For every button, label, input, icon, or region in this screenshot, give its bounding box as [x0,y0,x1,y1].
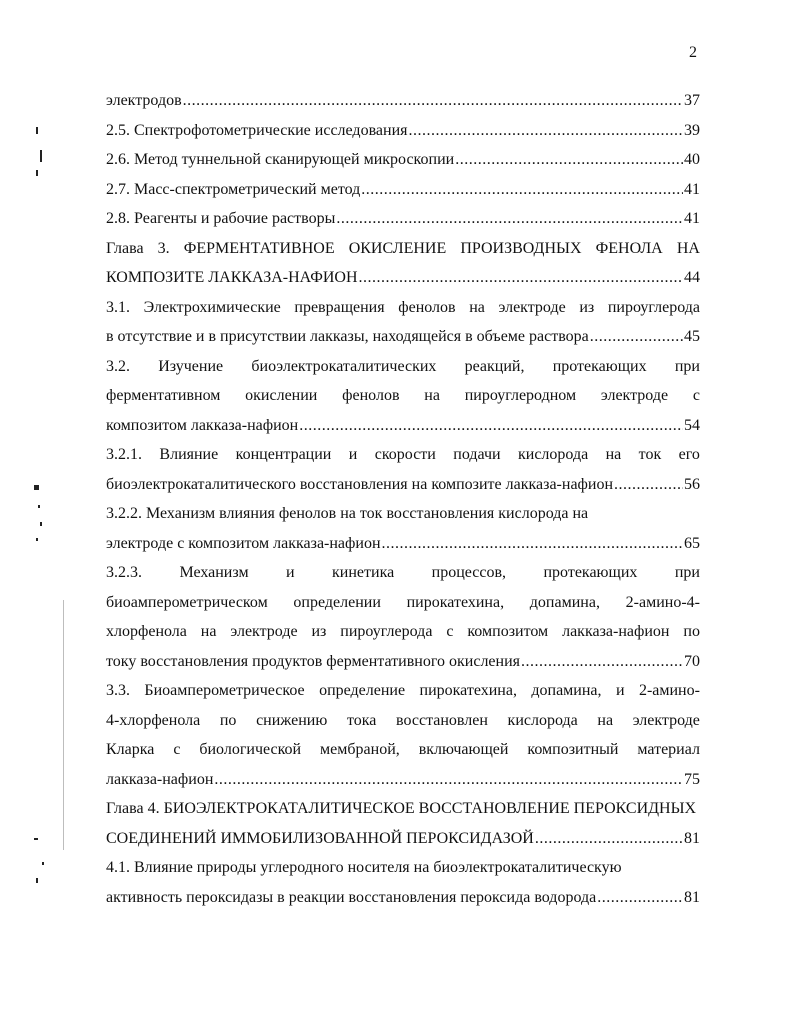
word: кислорода [517,446,589,463]
toc-line [106,735,700,765]
word: превращения [294,298,385,316]
dot-leader [614,470,683,500]
page-number: 2 [689,44,697,61]
word: лакказа-нафион [562,623,670,640]
toc-entry-title: 2.7. Масс-спектрометрический метод [106,180,361,198]
word: и [615,682,625,699]
dot-leader [183,86,683,116]
toc-line [106,529,700,559]
toc-page-number: 81 [684,888,700,906]
toc-line [106,470,700,500]
word: Электрохимические [143,298,281,316]
word: скорости [374,446,436,463]
toc-page-number: 37 [684,92,700,109]
word: электроде [498,298,566,316]
word: при [674,357,700,375]
word: восстановлен [396,711,488,729]
word: 3.1. [106,298,130,316]
dot-leader [214,765,683,795]
toc-entry-title: лакказа-нафион [106,770,214,788]
word: тока [346,711,377,729]
word: 3. [157,239,170,257]
toc-line [106,499,700,529]
word: процессов, [431,564,507,581]
word: фенолов [398,298,456,316]
word: окислении [245,387,318,404]
word: по [683,623,700,640]
word: протекающих [552,357,647,375]
dot-leader [521,647,683,677]
toc-entry-title: СОЕДИНЕНИЙ ИММОБИЛИЗОВАННОЙ ПЕРОКСИДАЗОЙ [106,829,534,847]
toc-page-number: 54 [684,416,700,434]
word: на [424,387,440,404]
word: снижению [256,711,328,729]
word: и [348,446,358,463]
toc-entry-title: в отсутствие и в присутствии лакказы, находящейся в объеме раствора [106,328,589,345]
word: Глава [106,239,144,257]
toc-entry-text [106,234,700,264]
word: на [597,711,614,729]
toc-entry-title: 2.6. Метод туннельной сканирующей микроскопии [106,151,455,168]
toc-line [106,263,700,293]
toc-page-number: 41 [684,180,700,198]
word: биоамперометрическом [106,593,268,611]
word: 3.2. [106,357,130,375]
toc-line [106,853,700,883]
word: Механизм [179,564,249,581]
toc-entry-title: току восстановления продуктов ферментативного окисления [106,652,521,670]
word: 4-хлорфенола [106,711,201,729]
toc-line [106,411,700,441]
word: 3.2.3. [106,564,142,581]
word: при [674,564,700,581]
word: пирокатехина, [419,682,517,699]
word: ток [638,446,662,463]
word: композитом [467,623,549,640]
word: биологической [199,741,302,758]
toc-page-number: 56 [684,475,700,493]
toc-line [106,706,700,736]
toc-line [106,381,700,411]
dot-leader [382,529,683,559]
dot-leader [597,883,683,913]
word: 3.3. [106,682,130,699]
toc-entry-title: биоэлектрокаталитического восстановления на композите лакказа-нафион [106,475,614,493]
word: электроде [230,623,298,640]
word: пироуглеродном [464,387,577,404]
word: на [200,623,217,640]
dot-leader [590,322,683,352]
word: Биоамперометрическое [144,682,305,699]
toc-entry-title: электродов [106,92,182,109]
scan-margin-marks [30,0,60,1024]
toc-entry-text [106,706,700,736]
word: ОКИСЛЕНИЕ [348,239,447,257]
toc-line [106,145,700,175]
toc-entry-title: 2.8. Реагенты и рабочие растворы [106,210,336,227]
toc-line [106,234,700,264]
toc-entry-text [106,676,700,706]
word: электроде [600,387,669,404]
toc-line [106,86,700,116]
toc-entry-title: активность пероксидазы в реакции восстановления пероксида водорода [106,888,597,906]
toc-entry-text [106,617,700,647]
toc-page-number: 70 [684,652,700,670]
word: биоэлектрокаталитических [251,357,437,375]
word: на [469,298,485,316]
toc-entry-text: Глава 4. БИОЭЛЕКТРОКАТАЛИТИЧЕСКОЕ ВОССТАНОВЛЕНИЕ ПЕРОКСИДНЫХ [106,800,697,817]
toc-line [106,116,700,146]
dot-leader [299,411,683,441]
toc-line [106,204,700,234]
word: электроде [632,711,700,729]
word: допамина, [529,593,600,611]
toc-line [106,558,700,588]
toc-page-number: 44 [684,269,700,286]
toc-line [106,175,700,205]
dot-leader [455,145,683,175]
word: 3.2.1. [106,446,142,463]
word: протекающих [543,564,638,581]
word: композитный [527,741,619,758]
toc-page-number: 81 [684,829,700,847]
word: из [579,298,595,316]
toc-line [106,676,700,706]
word: по [219,711,237,729]
word: с [692,387,700,404]
toc-entry-title: композитом лакказа-нафион [106,416,299,434]
toc-entry-text: 3.2.2. Механизм влияния фенолов на ток восстановления кислорода на [106,505,589,522]
toc-entry-text [106,293,700,323]
word: определении [293,593,381,611]
word: реакций, [464,357,525,375]
word: Изучение [158,357,224,375]
toc-page-number: 75 [684,770,700,788]
word: на [605,446,622,463]
toc-entry-title: КОМПОЗИТЕ ЛАККАЗА-НАФИОН [106,269,358,286]
toc-entry-text [106,440,700,470]
toc-line [106,794,700,824]
word: материал [637,741,700,758]
table-of-contents [106,86,700,912]
word: концентрации [235,446,332,463]
toc-page-number: 39 [684,121,700,139]
toc-entry-text [106,381,700,411]
toc-entry-text [106,735,700,765]
toc-line [106,322,700,352]
toc-page-number: 45 [684,328,700,345]
toc-entry-title: электроде с композитом лакказа-нафион [106,534,381,552]
word: кислорода [507,711,578,729]
word: НА [676,239,700,257]
dot-leader [336,204,683,234]
word: и [286,564,295,581]
dot-leader [535,824,683,854]
toc-line [106,617,700,647]
word: его [678,446,700,463]
word: ферментативном [106,387,221,404]
toc-line [106,588,700,618]
word: включающей [418,741,509,758]
toc-line [106,824,700,854]
word: Кларка [106,741,155,758]
word: ФЕНОЛА [595,239,663,257]
word: кинетика [332,564,395,581]
word: мембраной, [320,741,400,758]
word: пироуглерода [340,623,433,640]
toc-line [106,765,700,795]
toc-line [106,352,700,382]
toc-line [106,883,700,913]
word: пирокатехина, [406,593,505,611]
word: хлорфенола [106,623,187,640]
word: 2-амино- [638,682,700,699]
word: из [311,623,327,640]
word: определение [319,682,406,699]
word: подачи [453,446,501,463]
toc-line [106,440,700,470]
toc-line [106,647,700,677]
toc-entry-text: 4.1. Влияние природы углеродного носителя на биоэлектрокаталитическую [106,859,622,876]
word: 2-амино-4- [625,593,700,611]
toc-page-number: 41 [684,210,700,227]
dot-leader [361,175,683,205]
toc-entry-text [106,352,700,382]
toc-page-number: 65 [684,534,700,552]
word: с [173,741,181,758]
toc-entry-title: 2.5. Спектрофотометрические исследования [106,121,408,139]
word: ПРОИЗВОДНЫХ [460,239,582,257]
toc-line [106,293,700,323]
word: с [446,623,454,640]
dot-leader [409,116,684,146]
word: допамина, [531,682,602,699]
word: пироуглерода [607,298,700,316]
dot-leader [359,263,684,293]
toc-entry-text [106,558,700,588]
word: Влияние [159,446,219,463]
word: ФЕРМЕНТАТИВНОЕ [183,239,335,257]
toc-page-number: 40 [684,151,700,168]
word: фенолов [342,387,400,404]
toc-entry-text [106,588,700,618]
